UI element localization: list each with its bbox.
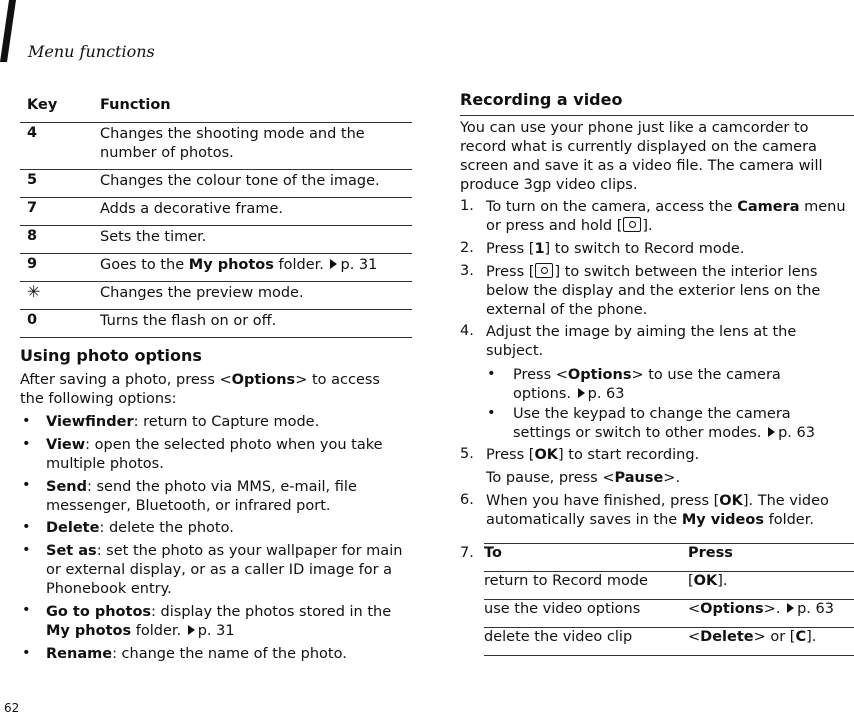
header-title: Menu functions — [28, 42, 155, 61]
key-label: 0 — [27, 312, 38, 328]
key-label: 5 — [27, 172, 38, 188]
page-ref: p. 31 — [340, 257, 378, 273]
table-rule — [20, 253, 412, 254]
table-head-press: Press — [688, 545, 733, 561]
table-head-to: To — [484, 545, 502, 561]
star-key-icon: ✳ — [27, 282, 41, 301]
camera-key-icon — [535, 263, 553, 278]
recording-intro: You can use your phone just like a camcorder to record what is currently displayed on the camera screen and save it as a video file. The camera will produce 3gp video clips. — [460, 120, 823, 193]
table-rule — [20, 337, 412, 338]
function-text: Turns the flash on or off. — [100, 313, 277, 329]
table-rule — [20, 122, 412, 123]
table-rule — [20, 169, 412, 170]
section-rule — [460, 115, 854, 116]
page-ref-arrow-icon — [787, 603, 794, 613]
key-label: 7 — [27, 200, 38, 216]
function-text: Changes the shooting mode and the number of photos. — [100, 126, 365, 161]
page-ref-arrow-icon — [330, 259, 337, 269]
table-rule — [20, 309, 412, 310]
table-rule — [20, 197, 412, 198]
table-rule — [484, 571, 854, 572]
section-title-recording: Recording a video — [460, 90, 623, 109]
table-rule — [484, 543, 854, 544]
table-rule — [484, 599, 854, 600]
page-ref-arrow-icon — [768, 427, 775, 437]
function-text: Changes the preview mode. — [100, 285, 304, 301]
function-text: Goes to the My photos folder. p. 31 — [100, 257, 378, 273]
function-text: Adds a decorative frame. — [100, 201, 283, 217]
key-label: 4 — [27, 125, 38, 141]
table-rule — [20, 225, 412, 226]
function-text: Changes the colour tone of the image. — [100, 173, 380, 189]
table-head-key: Key — [27, 97, 58, 113]
header-bar-graphic — [0, 0, 16, 62]
step-number: 7. — [460, 545, 474, 561]
table-rule — [484, 655, 854, 656]
function-text: Sets the timer. — [100, 229, 207, 245]
page-ref-arrow-icon — [578, 388, 585, 398]
table-head-function: Function — [100, 97, 171, 113]
page-number: 62 — [4, 701, 20, 715]
table-rule — [20, 281, 412, 282]
section-title-photo-options: Using photo options — [20, 346, 202, 365]
camera-key-icon — [623, 217, 641, 232]
step-note: To pause, press <Pause>. — [486, 470, 681, 486]
page-ref-arrow-icon — [188, 625, 195, 635]
table-rule — [484, 627, 854, 628]
key-label: 9 — [27, 256, 38, 272]
photo-options-intro: After saving a photo, press <Options> to access the following options: — [20, 372, 380, 407]
key-label: 8 — [27, 228, 38, 244]
